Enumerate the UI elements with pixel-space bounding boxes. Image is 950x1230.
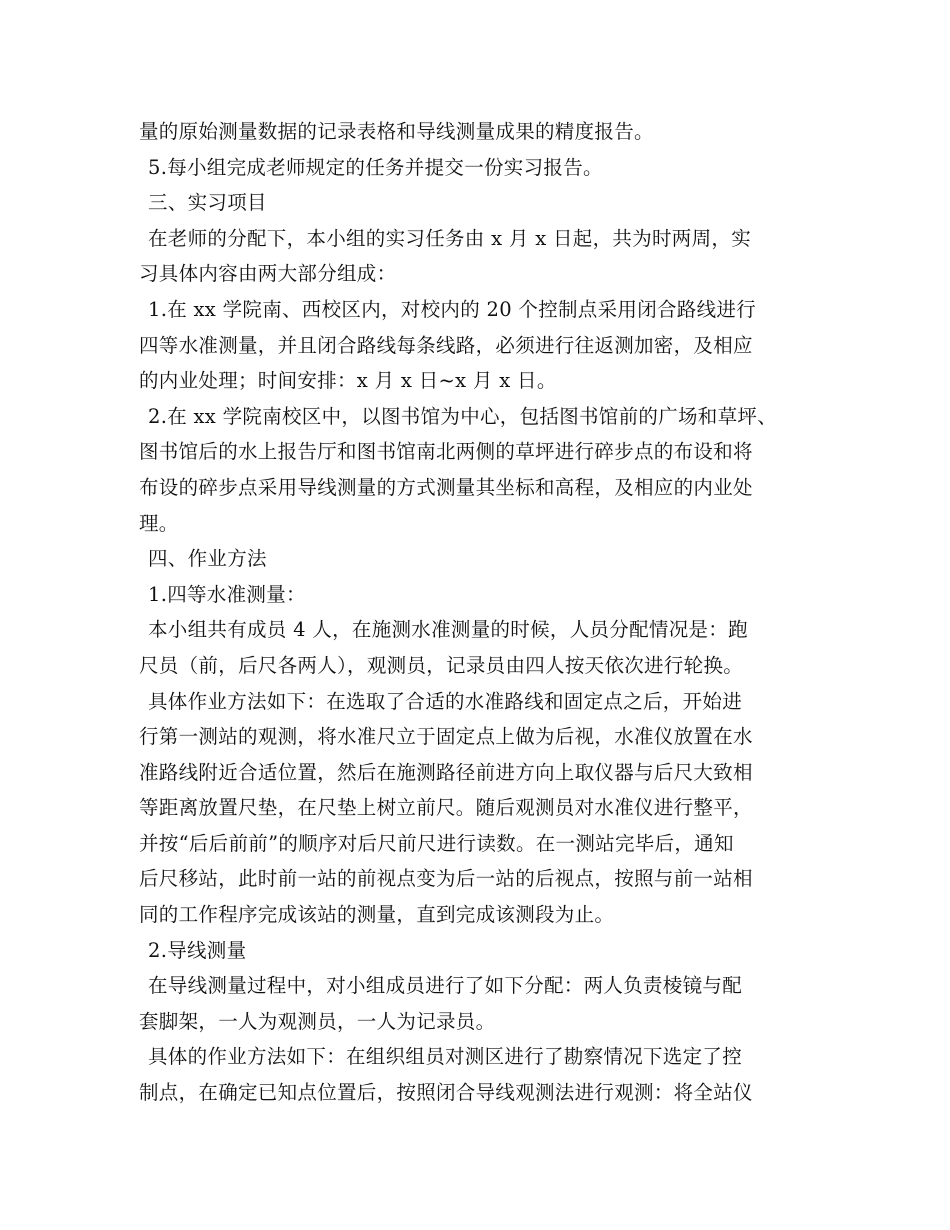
text-line: 1.四等水准测量： <box>148 582 306 606</box>
text-line: 三、实习项目 <box>148 191 267 215</box>
text-line: 套脚架，一人为观测员，一人为记录员。 <box>139 1009 496 1033</box>
text-line: 1.在 xx 学院南、西校区内，对校内的 20 个控制点采用闭合路线进行 <box>148 297 757 321</box>
text-line: 制点，在确定已知点位置后，按照闭合导线观测法进行观测：将全站仪 <box>139 1081 753 1105</box>
text-line: 准路线附近合适位置，然后在施测路径前进方向上取仪器与后尺大致相 <box>139 760 753 784</box>
text-line: 习具体内容由两大部分组成： <box>139 262 397 286</box>
text-line: 2.导线测量 <box>148 938 247 962</box>
text-line: 后尺移站，此时前一站的前视点变为后一站的后视点，按照与前一站相 <box>139 867 753 891</box>
text-line: 本小组共有成员 4 人，在施测水准测量的时候，人员分配情况是：跑 <box>148 618 748 642</box>
document-body <box>139 114 819 1111</box>
text-line: 在导线测量过程中，对小组成员进行了如下分配：两人负责棱镜与配 <box>148 974 743 998</box>
text-line: 并按“后后前前”的顺序对后尺前尺进行读数。在一测站完毕后，通知 <box>139 831 734 855</box>
text-line: 尺员（前，后尺各两人），观测员，记录员由四人按天依次进行轮换。 <box>139 653 744 677</box>
text-line: 同的工作程序完成该站的测量，直到完成该测段为止。 <box>139 903 615 927</box>
text-line: 具体的作业方法如下：在组织组员对测区进行了勘察情况下选定了控 <box>148 1045 743 1069</box>
text-line: 理。 <box>139 511 179 535</box>
text-line: 在老师的分配下，本小组的实习任务由 x 月 x 日起，共为时两周，实 <box>148 226 751 250</box>
text-line: 5.每小组完成老师规定的任务并提交一份实习报告。 <box>148 155 603 179</box>
text-line: 行第一测站的观测，将水准尺立于固定点上做为后视，水准仪放置在水 <box>139 725 753 749</box>
text-line: 具体作业方法如下：在选取了合适的水准路线和固定点之后，开始进 <box>148 689 743 713</box>
text-line: 2.在 xx 学院南校区中，以图书馆为中心，包括图书馆前的广场和草坪、 <box>148 404 777 428</box>
text-line: 量的原始测量数据的记录表格和导线测量成果的精度报告。 <box>139 120 654 143</box>
text-line: 等距离放置尺垫，在尺垫上树立前尺。随后观测员对水准仪进行整平， <box>139 796 753 820</box>
text-line: 四等水准测量，并且闭合路线每条线路，必须进行往返测加密，及相应 <box>139 333 753 357</box>
text-line: 布设的碎步点采用导线测量的方式测量其坐标和高程，及相应的内业处 <box>139 475 753 499</box>
text-line: 四、作业方法 <box>148 547 267 571</box>
text-line: 图书馆后的水上报告厅和图书馆南北两侧的草坪进行碎步点的布设和将 <box>139 440 753 464</box>
text-line: 的内业处理；时间安排：x 月 x 日~x 月 x 日。 <box>139 369 557 393</box>
